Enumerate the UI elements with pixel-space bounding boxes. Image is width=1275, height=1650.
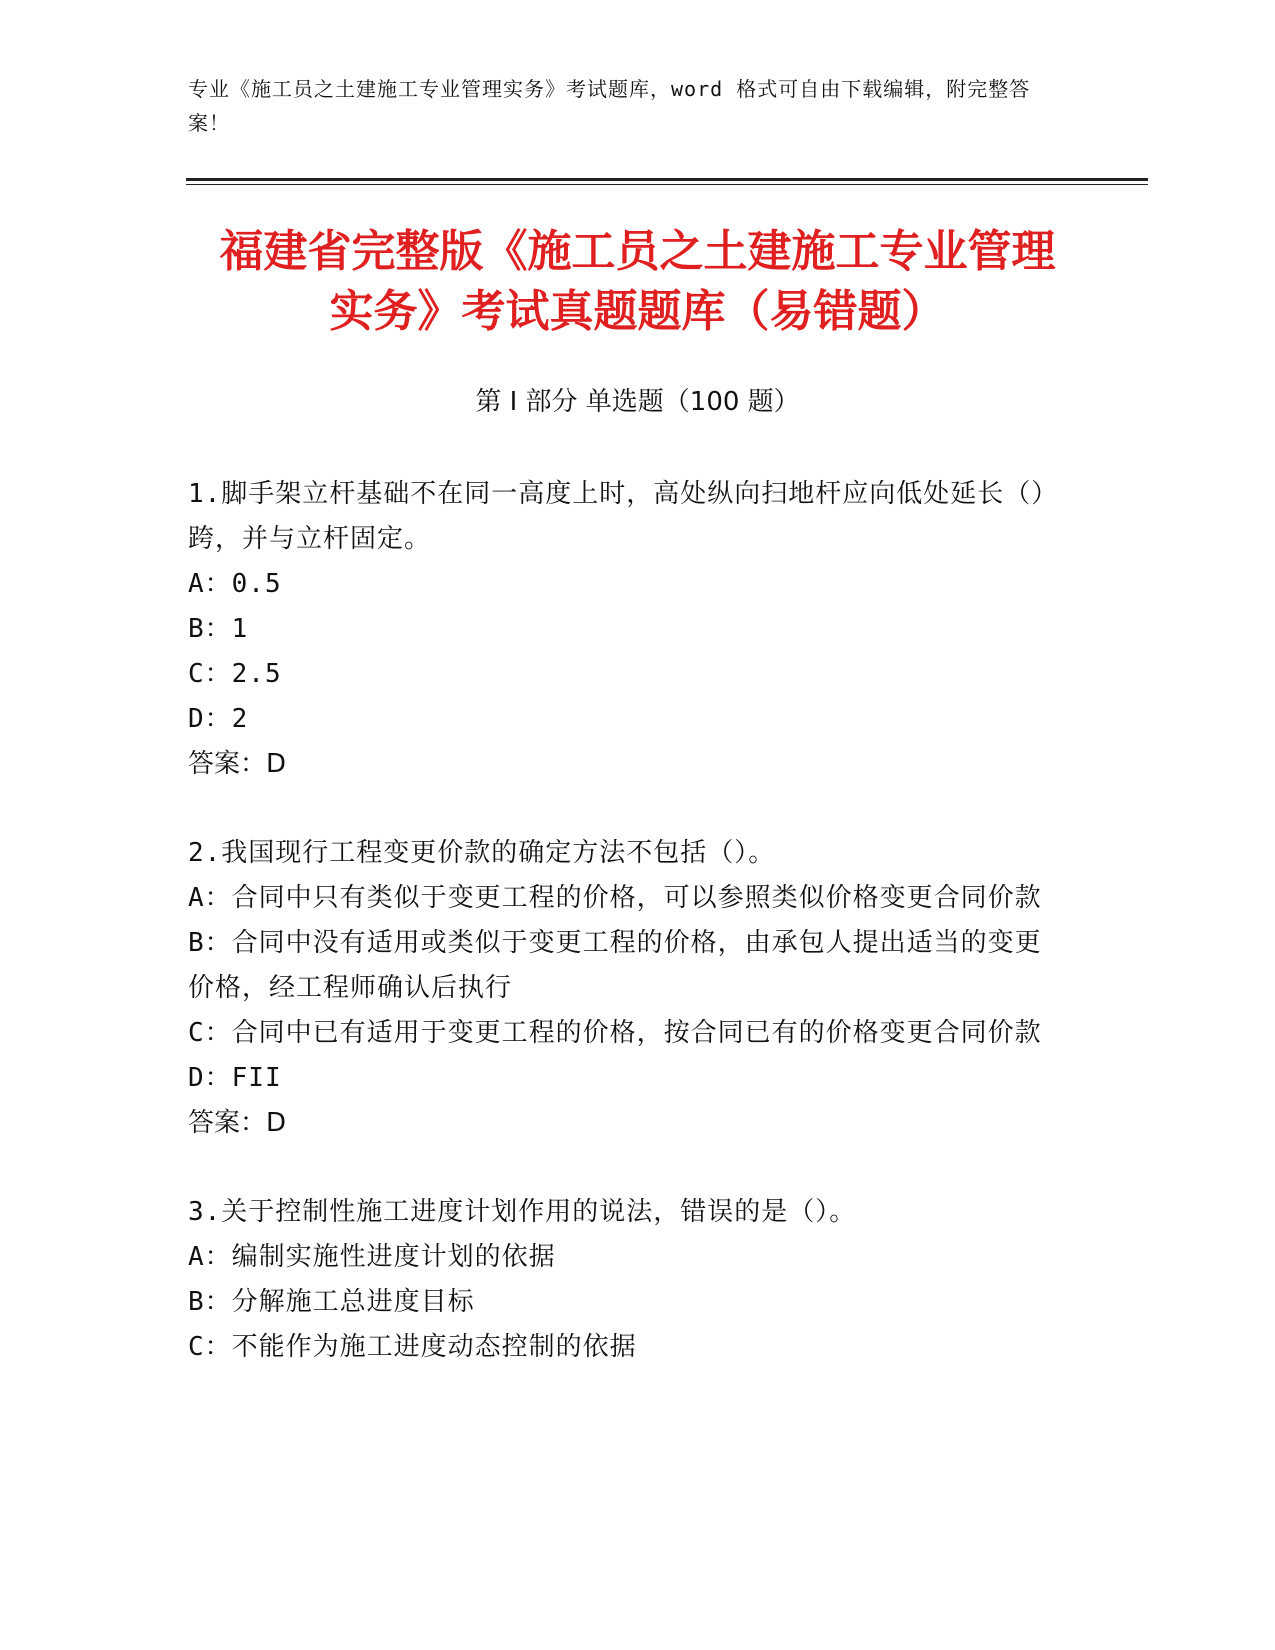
option-b: B：合同中没有适用或类似于变更工程的价格，由承包人提出适当的变更价格，经工程师确认后执行 (188, 928, 1042, 1003)
option-a: A：0.5 (188, 569, 282, 599)
answer-line: 答案：D (188, 749, 287, 779)
question-2 (188, 831, 1068, 1146)
question-stem: 1.脚手架立杆基础不在同一高度上时，高处纵向扫地杆应向低处延长（）跨，并与立杆固定。 (188, 479, 1059, 554)
title-line-2: 实务》考试真题题库（易错题） (329, 286, 946, 337)
header-divider-thick (186, 178, 1148, 181)
section-heading: 第 I 部分 单选题（100 题） (475, 387, 800, 417)
option-d: D：2 (188, 704, 249, 734)
option-b: B：1 (188, 614, 249, 644)
title-line-1: 福建省完整版《施工员之土建施工专业管理 (219, 226, 1056, 277)
option-a: A：合同中只有类似于变更工程的价格，可以参照类似价格变更合同价款 (188, 883, 1042, 913)
option-d: D：FII (188, 1063, 282, 1093)
option-c: C：合同中已有适用于变更工程的价格，按合同已有的价格变更合同价款 (188, 1018, 1042, 1048)
question-list (188, 472, 1068, 1414)
question-3 (188, 1190, 1068, 1370)
option-c: C：2.5 (188, 659, 282, 689)
answer-line: 答案：D (188, 1108, 287, 1138)
header-note: 专业《施工员之土建施工专业管理实务》考试题库，word 格式可自由下载编辑，附完整答案！ (188, 77, 1031, 135)
question-1 (188, 472, 1068, 787)
question-stem: 3.关于控制性施工进度计划作用的说法，错误的是（）。 (188, 1197, 857, 1227)
header-divider-thin (186, 184, 1148, 185)
option-b: B：分解施工总进度目标 (188, 1287, 475, 1317)
document-title (150, 222, 1125, 342)
question-stem: 2.我国现行工程变更价款的确定方法不包括（）。 (188, 838, 776, 868)
option-a: A：编制实施性进度计划的依据 (188, 1242, 556, 1272)
option-c: C：不能作为施工进度动态控制的依据 (188, 1332, 637, 1362)
